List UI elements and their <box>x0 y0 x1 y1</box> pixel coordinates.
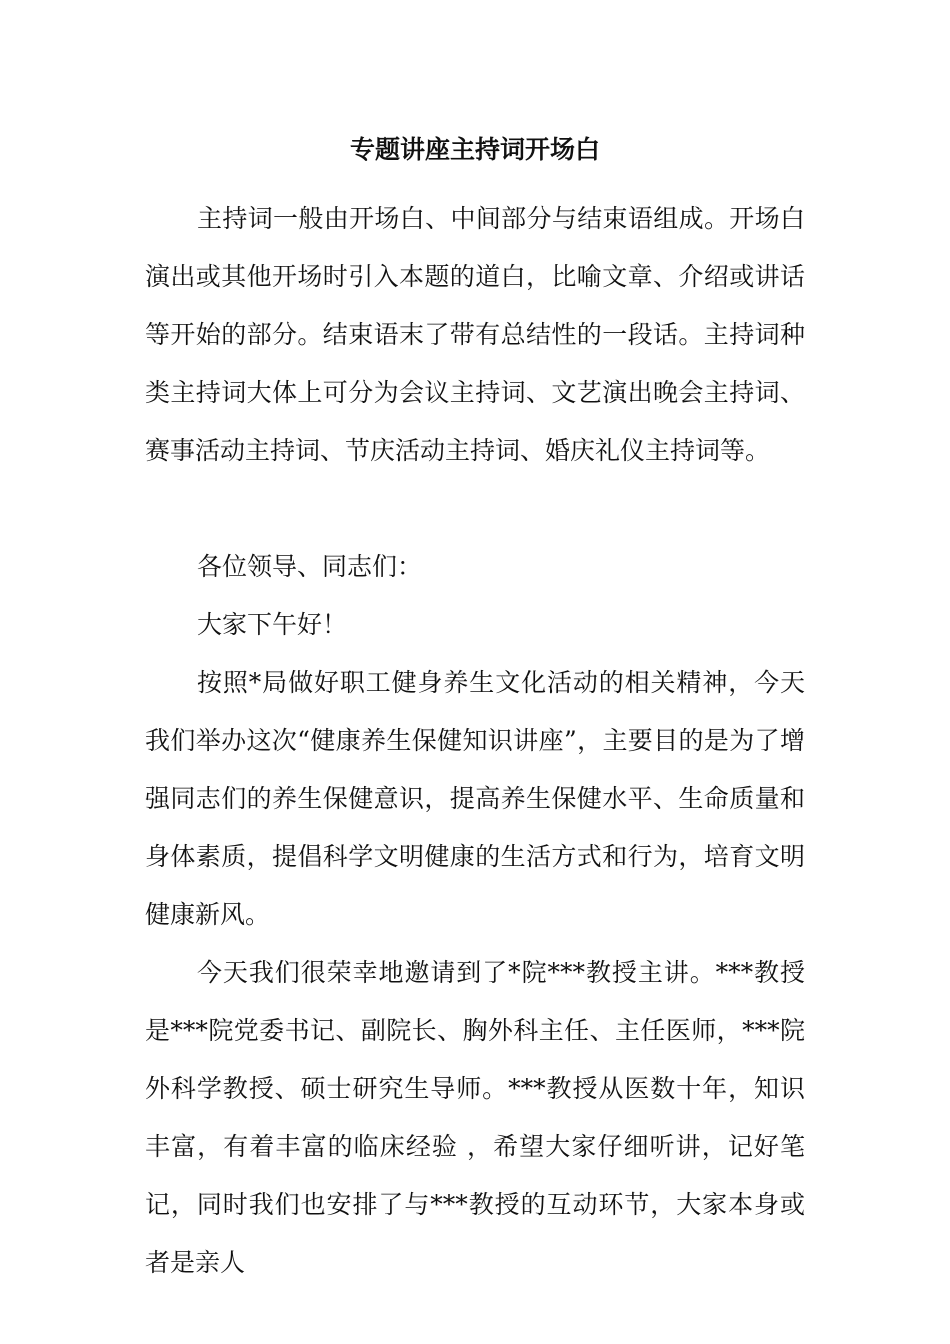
intro-paragraph: 主持词一般由开场白、中间部分与结束语组成。开场白演出或其他开场时引入本题的道白，比喻文章、介绍或讲话等开始的部分。结束语末了带有总结性的一段话。主持词种类主持词大体上可分为会议主持词、文艺演出晚会主持词、赛事活动主持词、节庆活动主持词、婚庆礼仪主持词等。 <box>145 204 805 465</box>
body-paragraph-2: 今天我们很荣幸地邀请到了*院***教授主讲。***教授是***院党委书记、副院长、胸外科主任、主任医师，***院外科学教授、硕士研究生导师。***教授从医数十年，知识丰富，有着丰富的临床经验 ，希望大家仔细听讲，记好笔记，同时我们也安排了与***教授的互动环节，大家本身或者是亲人 <box>145 958 805 1277</box>
salutation-line: 各位领导、同志们： <box>197 552 423 581</box>
greeting-line: 大家下午好！ <box>197 610 348 639</box>
document-body <box>145 190 805 1292</box>
body-paragraph-1: 按照*局做好职工健身养生文化活动的相关精神，今天我们举办这次“健康养生保健知识讲座”，主要目的是为了增强同志们的养生保健意识，提高养生保健水平、生命质量和身体素质，提倡科学文明健康的生活方式和行为，培育文明健康新风。 <box>145 668 805 929</box>
document-title: 专题讲座主持词开场白 <box>349 135 600 164</box>
paragraph-spacer <box>145 480 805 538</box>
